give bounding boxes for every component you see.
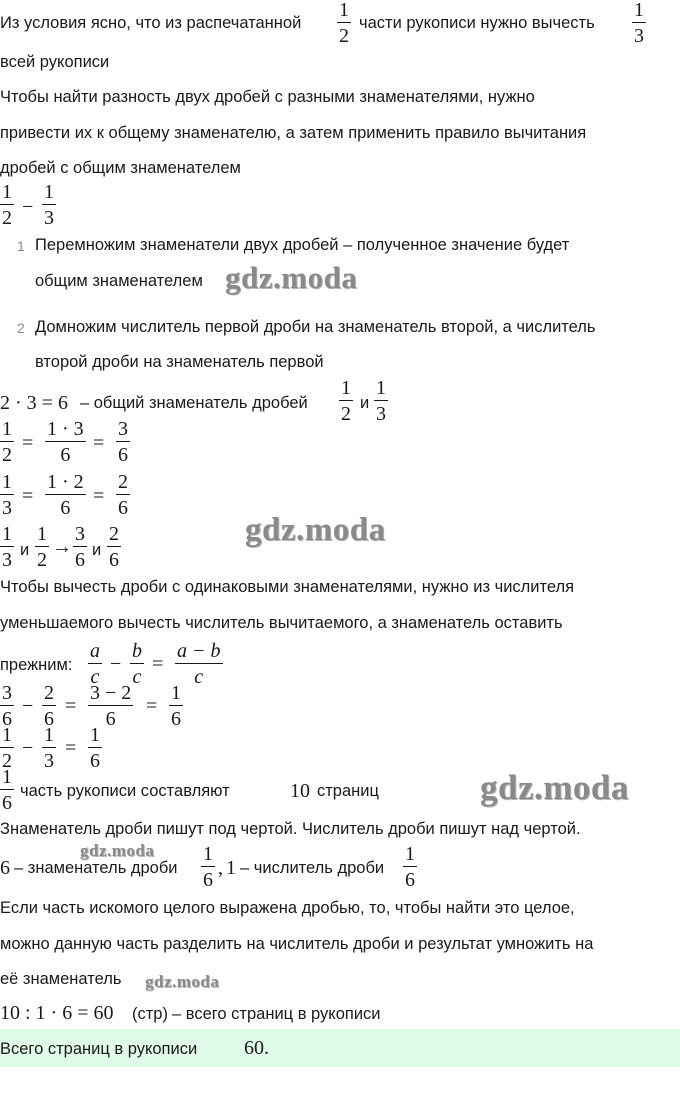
final-text: – всего страниц в рукописи xyxy=(172,1005,381,1023)
calc2-fraction-b: $\frac{1}{3}$ xyxy=(44,724,54,772)
and-word: и xyxy=(92,541,102,559)
intro-text-3: всей рукописи xyxy=(0,53,110,71)
expr-fraction-a: $\frac{1}{2}$ xyxy=(2,181,12,229)
equals-sign: = xyxy=(22,432,34,454)
calc2-fraction-a: $\frac{1}{2}$ xyxy=(2,724,12,772)
formula-fraction-result: $\frac{a - b}{c}$ xyxy=(177,640,221,688)
rule-same-denominators-line-3: прежним: xyxy=(0,656,73,674)
part-number: 10 xyxy=(290,780,310,802)
common-denominator-text: – общий знаменатель дробей xyxy=(80,394,308,412)
rule-different-denominators-line-1: Чтобы найти разность двух дробей с разными знаменателями, нужно xyxy=(0,88,535,106)
step-2-line-1: Домножим числитель первой дроби на знаменатель второй, а числитель xyxy=(35,318,596,336)
calc1-fraction-a: $\frac{3}{6}$ xyxy=(2,682,12,730)
rule-whole-from-part-line-2: можно данную часть разделить на числитель дроби и результат умножить на xyxy=(0,935,594,953)
step-1-line-1: Перемножим знаменатели двух дробей – полученное значение будет xyxy=(35,236,570,254)
eq2-fraction-b: $\frac{1 \cdot 2}{6}$ xyxy=(47,471,84,519)
numerator-text: – числитель дроби xyxy=(240,859,385,877)
part-unit: страниц xyxy=(317,782,379,800)
rule-same-denominators-line-1: Чтобы вычесть дроби с одинаковыми знаменателями, нужно из числителя xyxy=(0,578,575,596)
calc1-fraction-b: $\frac{2}{6}$ xyxy=(44,682,54,730)
denominator-text: – знаменатель дроби xyxy=(14,859,178,877)
fraction-one-half: $\frac{1}{2}$ xyxy=(339,0,349,47)
step-1-line-2: общим знаменателем xyxy=(35,272,203,290)
and-word: и xyxy=(20,541,30,559)
expr-fraction-b: $\frac{1}{3}$ xyxy=(44,181,54,229)
minus-sign: − xyxy=(110,653,122,675)
watermark-logo: gdz.moda xyxy=(245,512,386,548)
watermark-logo: gdz.moda xyxy=(80,841,155,860)
equals-sign: = xyxy=(152,653,164,675)
answer-box xyxy=(0,1029,680,1067)
watermark-logo: gdz.moda xyxy=(145,972,220,991)
denominator-value: 6 xyxy=(0,857,10,879)
step-2-number: 2 xyxy=(17,320,25,336)
step-1-number: 1 xyxy=(17,238,25,254)
and-word: и xyxy=(360,394,370,412)
rule-whole-from-part-line-3: её знаменатель xyxy=(0,970,122,988)
equals-sign: = xyxy=(146,695,158,717)
denominator-example-fraction: $\frac{1}{6}$ xyxy=(203,843,213,891)
minus-sign: − xyxy=(22,695,34,717)
pair-fraction-2: $\frac{1}{2}$ xyxy=(37,523,47,571)
pair-fraction-1: $\frac{1}{3}$ xyxy=(2,523,12,571)
calc1-fraction-result: $\frac{1}{6}$ xyxy=(171,682,181,730)
rule-whole-from-part-line-1: Если часть искомого целого выражена дробью, то, чтобы найти это целое, xyxy=(0,899,575,917)
equals-sign: = xyxy=(22,485,34,507)
eq2-fraction-a: $\frac{1}{3}$ xyxy=(2,471,12,519)
intro-text-1: Из условия ясно, что из распечатанной xyxy=(0,14,302,32)
intro-text-2: части рукописи нужно вычесть xyxy=(359,14,595,32)
part-text: часть рукописи составляют xyxy=(20,782,230,800)
part-fraction: $\frac{1}{6}$ xyxy=(2,766,12,814)
eq2-fraction-c: $\frac{2}{6}$ xyxy=(118,471,128,519)
rule-different-denominators-line-3: дробей с общим знаменателем xyxy=(0,159,241,177)
fraction-one-third: $\frac{1}{3}$ xyxy=(634,0,644,47)
final-calculation: 10 : 1 · 6 = 60 xyxy=(0,1002,114,1024)
equals-sign: = xyxy=(93,432,105,454)
formula-fraction-b: $\frac{b}{c}$ xyxy=(132,640,142,688)
watermark-logo: gdz.moda xyxy=(225,260,358,295)
final-unit: (стр) xyxy=(132,1005,168,1023)
equals-sign: = xyxy=(93,485,105,507)
rule-same-denominators-line-2: уменьшаемого вычесть числитель вычитаемого, а знаменатель оставить xyxy=(0,614,563,632)
minus-sign: − xyxy=(22,196,34,218)
equals-sign: = xyxy=(65,737,77,759)
eq1-fraction-a: $\frac{1}{2}$ xyxy=(2,418,12,466)
minus-sign: − xyxy=(22,737,34,759)
eq1-fraction-b: $\frac{1 \cdot 3}{6}$ xyxy=(47,418,84,466)
comma: , xyxy=(218,857,223,879)
numerator-example-fraction: $\frac{1}{6}$ xyxy=(405,843,415,891)
arrow-icon: → xyxy=(52,536,72,558)
common-denominator-expr: 2 · 3 = 6 xyxy=(0,392,68,414)
watermark-logo: gdz.moda xyxy=(480,768,629,807)
answer-text: Всего страниц в рукописи xyxy=(0,1040,198,1058)
answer-value: 60. xyxy=(244,1037,269,1059)
pair-fraction-3: $\frac{3}{6}$ xyxy=(75,523,85,571)
numerator-value: 1 xyxy=(226,857,236,879)
calc2-fraction-result: $\frac{1}{6}$ xyxy=(90,724,100,772)
formula-fraction-a: $\frac{a}{c}$ xyxy=(90,640,100,688)
calc1-fraction-c: $\frac{3 - 2}{6}$ xyxy=(90,682,132,730)
step-2-line-2: второй дроби на знаменатель первой xyxy=(35,353,324,371)
rule-different-denominators-line-2: привести их к общему знаменателю, а затем применить правило вычитания xyxy=(0,124,587,142)
denominator-rule: Знаменатель дроби пишут под чертой. Числитель дроби пишут над чертой. xyxy=(0,820,581,838)
eq1-fraction-c: $\frac{3}{6}$ xyxy=(118,418,128,466)
common-fraction-1: $\frac{1}{2}$ xyxy=(341,377,351,425)
pair-fraction-4: $\frac{2}{6}$ xyxy=(109,523,119,571)
equals-sign: = xyxy=(65,695,77,717)
common-fraction-2: $\frac{1}{3}$ xyxy=(376,377,386,425)
